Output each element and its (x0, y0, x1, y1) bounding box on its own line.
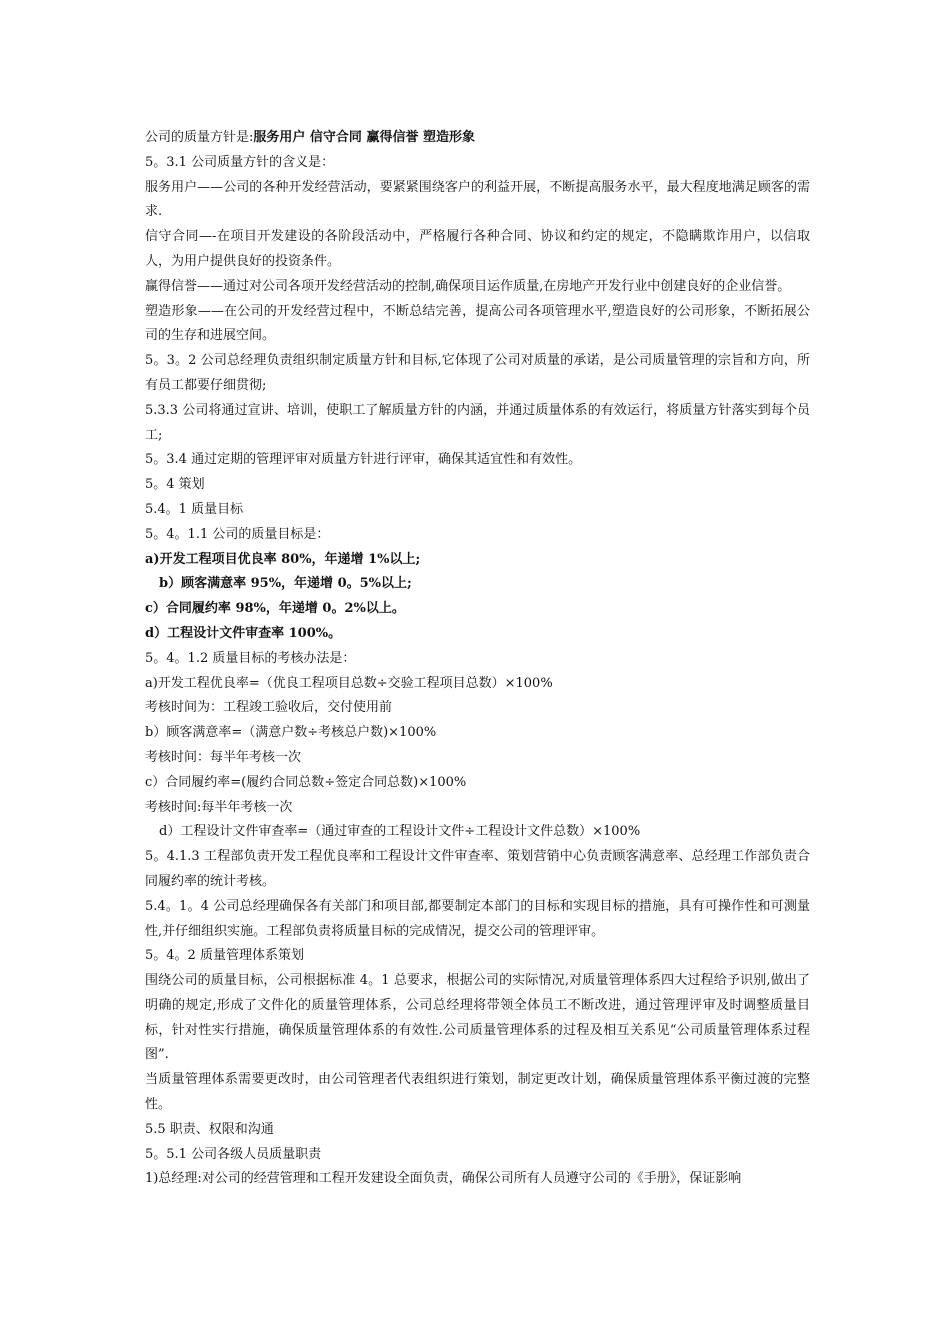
heading-5-5-1: 5。5.1 公司各级人员质量职责 (145, 1146, 322, 1162)
section-5-4-1-4: 5.4。1。4 公司总经理确保各有关部门和项目部,都要制定本部门的目标和实现目标的措施，具有可操作性和可测量性,并仔细组织实施。工程部负责将质量目标的完成情况，提交公司的管理评审。 (145, 898, 810, 939)
formula-a: a)开发工程优良率=（优良工程项目总数÷交验工程项目总数）×100% (145, 675, 553, 691)
heading-5-4-2: 5。4。2 质量管理体系策划 (145, 948, 304, 964)
policy-text: 服务用户 信守合同 赢得信誉 塑造形象 (253, 130, 475, 145)
heading-5-5: 5.5 职责、权限和沟通 (145, 1121, 274, 1137)
paragraph-shape-image: 塑造形象——在公司的开发经营过程中，不断总结完善，提高公司各项管理水平,塑造良好的公司形象，不断拓展公司的生存和进展空间。 (145, 303, 810, 344)
goal-c: c）合同履约率 98%，年递增 0。2%以上。 (145, 601, 405, 617)
heading-5-4-1: 5.4。1 质量目标 (145, 501, 244, 517)
assessment-time-b: 考核时间：每半年考核一次 (145, 749, 302, 765)
paragraph-general-manager: 1)总经理:对公司的经营管理和工程开发建设全面负责，确保公司所有人员遵守公司的《手册》，保证影响 (145, 1171, 742, 1187)
goal-b: b）顾客满意率 95%，年递增 0。5%以上; (159, 576, 412, 592)
formula-c: c）合同履约率=(履约合同总数÷签定合同总数)×100% (145, 774, 467, 790)
formula-b: b）顾客满意率=（满意户数÷考核总户数)×100% (145, 725, 437, 741)
paragraph-win-reputation: 赢得信誉——通过对公司各项开发经营活动的控制,确保项目运作质量,在房地产开发行业中创建良好的企业信誉。 (145, 278, 791, 294)
assessment-time-c: 考核时间:每半年考核一次 (145, 799, 293, 815)
formula-d: d）工程设计文件审查率=（通过审查的工程设计文件÷工程设计文件总数）×100% (159, 824, 641, 840)
section-5-3-2: 5。3。2 公司总经理负责组织制定质量方针和目标,它体现了公司对质量的承诺，是公司质量管理的宗旨和方向，所有员工都要仔细贯彻; (145, 353, 810, 393)
section-5-4-1-2: 5。4。1.2 质量目标的考核办法是： (145, 650, 356, 666)
section-5-4-1-3: 5。4.1.3 工程部负责开发工程优良率和工程设计文件审查率、策划营销中心负责顾客满意率、总经理工作部负责合同履约率的统计考核。 (145, 849, 810, 889)
section-5-3-1: 5。3.1 公司质量方针的含义是： (145, 154, 335, 170)
section-5-3-4: 5。3.4 通过定期的管理评审对质量方针进行评审，确保其适宜性和有效性。 (145, 452, 582, 468)
section-5-3-3: 5.3.3 公司将通过宣讲、培训，使职工了解质量方针的内涵，并通过质量体系的有效运行，将质量方针落实到每个员工; (145, 402, 810, 443)
paragraph-keep-contracts: 信守合同—-在项目开发建设的各阶段活动中，严格履行各种合同、协议和约定的规定，不隐瞒欺诈用户，以信取人，为用户提供良好的投资条件。 (145, 229, 810, 269)
heading-5-4: 5。4 策划 (145, 477, 205, 493)
policy-intro: 公司的质量方针是: (145, 130, 254, 145)
paragraph-serve-users: 服务用户——公司的各种开发经营活动，要紧紧围绕客户的利益开展，不断提高服务水平，最大程度地满足顾客的需求. (145, 179, 810, 220)
paragraph-system-change: 当质量管理体系需要更改时，由公司管理者代表组织进行策划，制定更改计划，确保质量管理体系平衡过渡的完整性。 (145, 1072, 810, 1113)
quality-policy-line (145, 126, 810, 151)
assessment-time-a: 考核时间为：工程竣工验收后，交付使用前 (145, 700, 393, 716)
document-page (145, 126, 810, 1192)
goal-a: a)开发工程项目优良率 80%，年递增 1%以上; (145, 551, 421, 567)
section-5-4-1-1: 5。4。1.1 公司的质量目标是： (145, 526, 330, 542)
goal-d: d）工程设计文件审查率 100%。 (145, 625, 342, 641)
paragraph-system-planning: 围绕公司的质量目标，公司根据标准 4。1 总要求，根据公司的实际情况,对质量管理体系四大过程给予识别,做出了明确的规定,形成了文件化的质量管理体系，公司总经理将带领全体员工不断改进，通过管理评审及时调整质量目标，针对性实行措施，确保质量管理体系的有效性.公司质量管理体系的过程及相互关系见“公司质量管理体系过程图”. (145, 973, 810, 1063)
